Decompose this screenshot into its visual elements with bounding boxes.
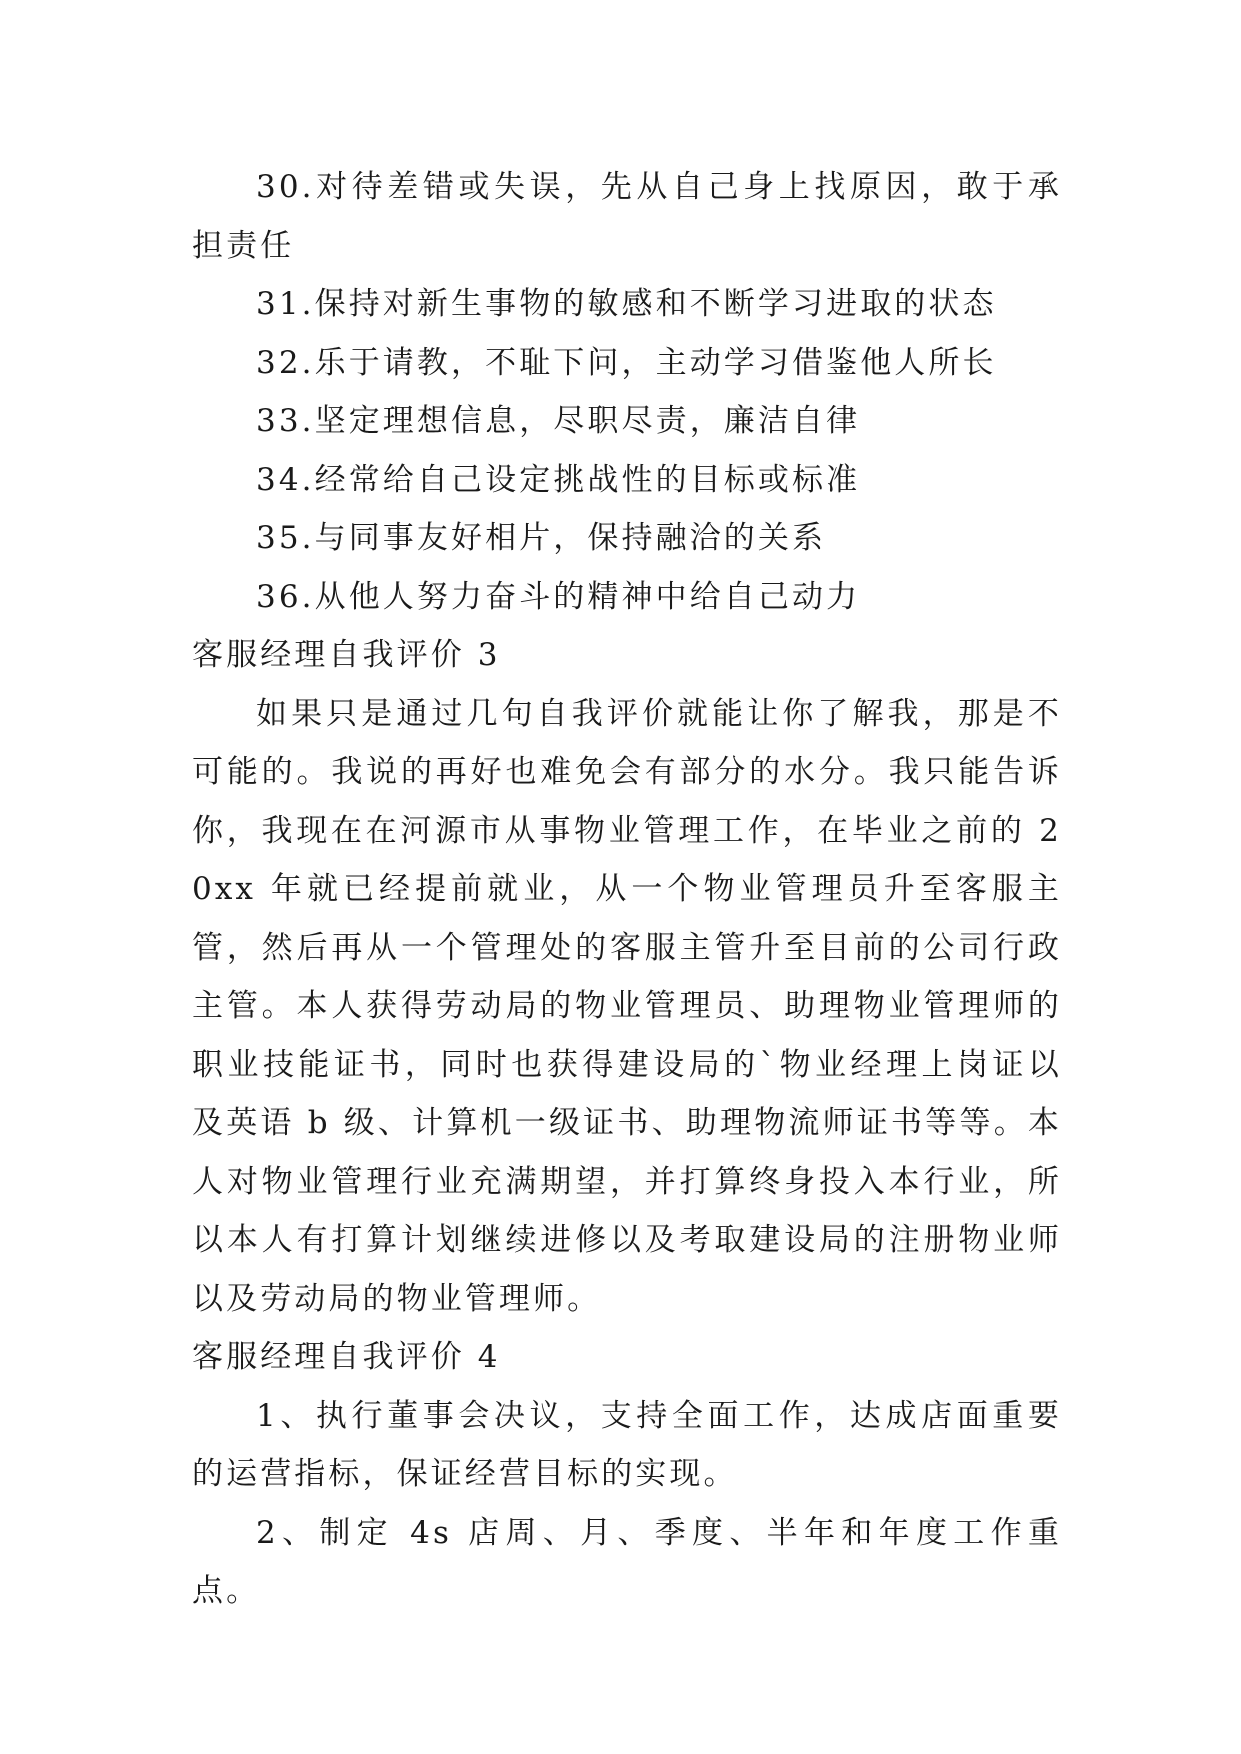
section-heading-3: 客服经理自我评价 3 — [192, 637, 501, 673]
list-item-36: 36.从他人努力奋斗的精神中给自己动力 — [256, 578, 861, 615]
list-item-1: 1、执行董事会决议，支持全面工作，达成店面重要的运营指标，保证经营目标的实现。 — [192, 1397, 1062, 1492]
list-item-2: 2、制定 4s 店周、月、季度、半年和年度工作重点。 — [192, 1514, 1062, 1609]
list-item-34: 34.经常给自己设定挑战性的目标或标准 — [256, 461, 861, 498]
list-item-30: 30.对待差错或失误，先从自己身上找原因，敢于承担责任 — [192, 169, 1062, 264]
list-item-33: 33.坚定理想信息，尽职尽责，廉洁自律 — [256, 403, 861, 439]
document-body — [192, 158, 1062, 1621]
list-item-35: 35.与同事友好相片，保持融洽的关系 — [256, 520, 827, 556]
body-paragraph: 如果只是通过几句自我评价就能让你了解我，那是不可能的。我说的再好也难免会有部分的水分。我只能告诉你，我现在在河源市从事物业管理工作，在毕业之前的 20xx 年就已经提前就业，从一个物业管理员升至客服主管，然后再从一个管理处的客服主管升至目前的公司行政主管。本人获得劳动局的物业管理员、助理物业管理师的职业技能证书，同时也获得建设局的`物业经理上岗证以及英语 b 级、计算机一级证书、助理物流师证书等等。本人对物业管理行业充满期望，并打算终身投入本行业，所以本人有打算计划继续进修以及考取建设局的注册物业师以及劳动局的物业管理师。 — [192, 695, 1062, 1317]
list-item-32: 32.乐于请教，不耻下问，主动学习借鉴他人所长 — [256, 344, 997, 381]
section-heading-4: 客服经理自我评价 4 — [192, 1339, 501, 1375]
list-item-31: 31.保持对新生事物的敏感和不断学习进取的状态 — [256, 286, 997, 322]
